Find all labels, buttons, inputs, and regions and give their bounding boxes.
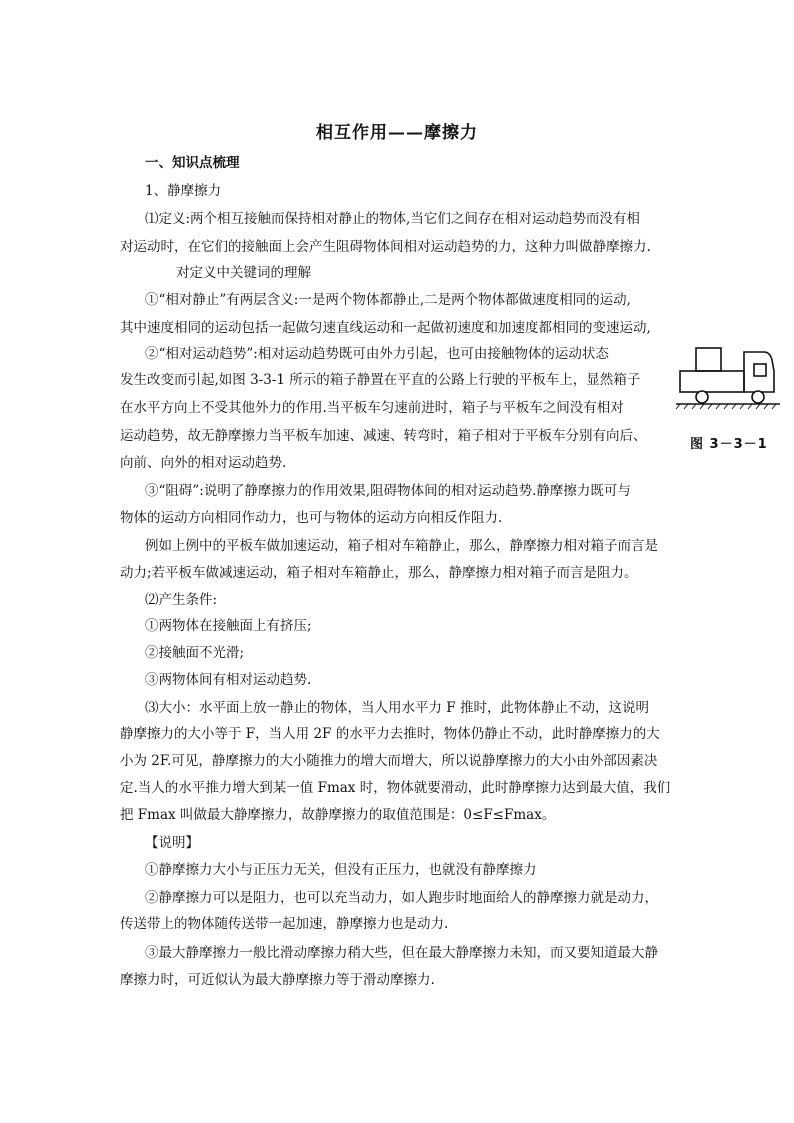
text-line: ③两物体间有相对运动趋势. bbox=[145, 672, 312, 688]
text-line: 静摩擦力的大小等于 F，当人用 2F 的水平力去推时，物体仍静止不动，此时静摩擦力的大 bbox=[120, 726, 660, 742]
text-line: ①“相对静止”有两层含义:一是两个物体都静止,二是两个物体都做速度相同的运动, bbox=[145, 292, 631, 308]
section-heading: 一、知识点梳理 bbox=[145, 155, 240, 171]
text-line: 在水平方向上不受其他外力的作用.当平板车匀速前进时，箱子与平板车之间没有相对 bbox=[120, 400, 624, 416]
text-line: 把 Fmax 叫做最大静摩擦力，故静摩擦力的取值范围是：0≤F≤Fmax。 bbox=[120, 807, 556, 823]
text-line: ⑵产生条件: bbox=[145, 592, 218, 608]
text-line: ①两物体在接触面上有挤压; bbox=[145, 618, 312, 634]
truck-figure bbox=[674, 340, 782, 420]
text-line: ③最大静摩擦力一般比滑动摩擦力稍大些，但在最大静摩擦力未知，而又要知道最大静 bbox=[145, 945, 658, 961]
text-line: ③“阻碍”:说明了静摩擦力的作用效果,阻碍物体间的相对运动趋势.静摩擦力既可与 bbox=[145, 483, 631, 499]
text-line: ②接触面不光滑; bbox=[145, 645, 245, 661]
rear-wheel bbox=[696, 391, 708, 403]
text-line: 对定义中关键词的理解 bbox=[176, 265, 311, 281]
text-line: 小为 2F.可见，静摩擦力的大小随推力的增大而增大，所以说静摩擦力的大小由外部因素决 bbox=[120, 753, 658, 769]
text-line: 动力;若平板车做减速运动，箱子相对车箱静止，那么，静摩擦力相对箱子而言是阻力。 bbox=[120, 565, 638, 581]
text-line: ②“相对运动趋势”:相对运动趋势既可由外力引起，也可由接触物体的运动状态 bbox=[145, 346, 609, 362]
text-line: 对运动时，在它们的接触面上会产生阻碍物体间相对运动趋势的力，这种力叫做静摩擦力. bbox=[120, 239, 651, 255]
subsection-heading: 1、静摩擦力 bbox=[145, 183, 222, 199]
text-line: 发生改变而引起,如图 3-3-1 所示的箱子静置在平直的公路上行驶的平板车上，显然箱子 bbox=[120, 372, 641, 388]
front-wheel bbox=[752, 391, 764, 403]
text-line: 传送带上的物体随传送带一起加速，静摩擦力也是动力. bbox=[120, 916, 449, 932]
text-line: 运动趋势，故无静摩擦力当平板车加速、减速、转弯时，箱子相对于平板车分别有向后、 bbox=[120, 428, 647, 444]
text-line: 定.当人的水平推力增大到某一值 Fmax 时，物体就要滑动，此时静摩擦力达到最大值，我们 bbox=[120, 780, 671, 796]
text-line: ①静摩擦力大小与正压力无关，但没有正压力，也就没有静摩擦力 bbox=[145, 862, 537, 878]
truck-bed bbox=[680, 371, 744, 392]
text-line: 其中速度相同的运动包括一起做匀速直线运动和一起做初速度和加速度都相同的变速运动, bbox=[120, 320, 651, 336]
box-shape bbox=[696, 348, 721, 371]
text-line: 【说明】 bbox=[145, 835, 199, 851]
text-line: 向前、向外的相对运动趋势. bbox=[120, 455, 287, 471]
figure-caption: 图 3－3－1 bbox=[690, 437, 768, 452]
page-title: 相互作用——摩擦力 bbox=[316, 123, 478, 143]
text-line: 摩擦力时，可近似认为最大静摩擦力等于滑动摩擦力. bbox=[120, 972, 435, 988]
text-line: ②静摩擦力可以是阻力，也可以充当动力，如人跑步时地面给人的静摩擦力就是动力， bbox=[145, 890, 658, 906]
text-line: 例如上例中的平板车做加速运动，箱子相对车箱静止，那么，静摩擦力相对箱子而言是 bbox=[145, 538, 658, 554]
text-line: ⑶大小：水平面上放一静止的物体，当人用水平力 F 推时，此物体静止不动，这说明 bbox=[145, 700, 649, 716]
cab-window bbox=[754, 364, 766, 376]
truck-cab bbox=[744, 352, 774, 392]
text-line: 物体的运动方向相同作动力，也可与物体的运动方向相反作阻力. bbox=[120, 510, 503, 526]
text-line: ⑴定义:两个相互接触而保持相对静止的物体,当它们之间存在相对运动趋势而没有相 bbox=[145, 211, 640, 227]
